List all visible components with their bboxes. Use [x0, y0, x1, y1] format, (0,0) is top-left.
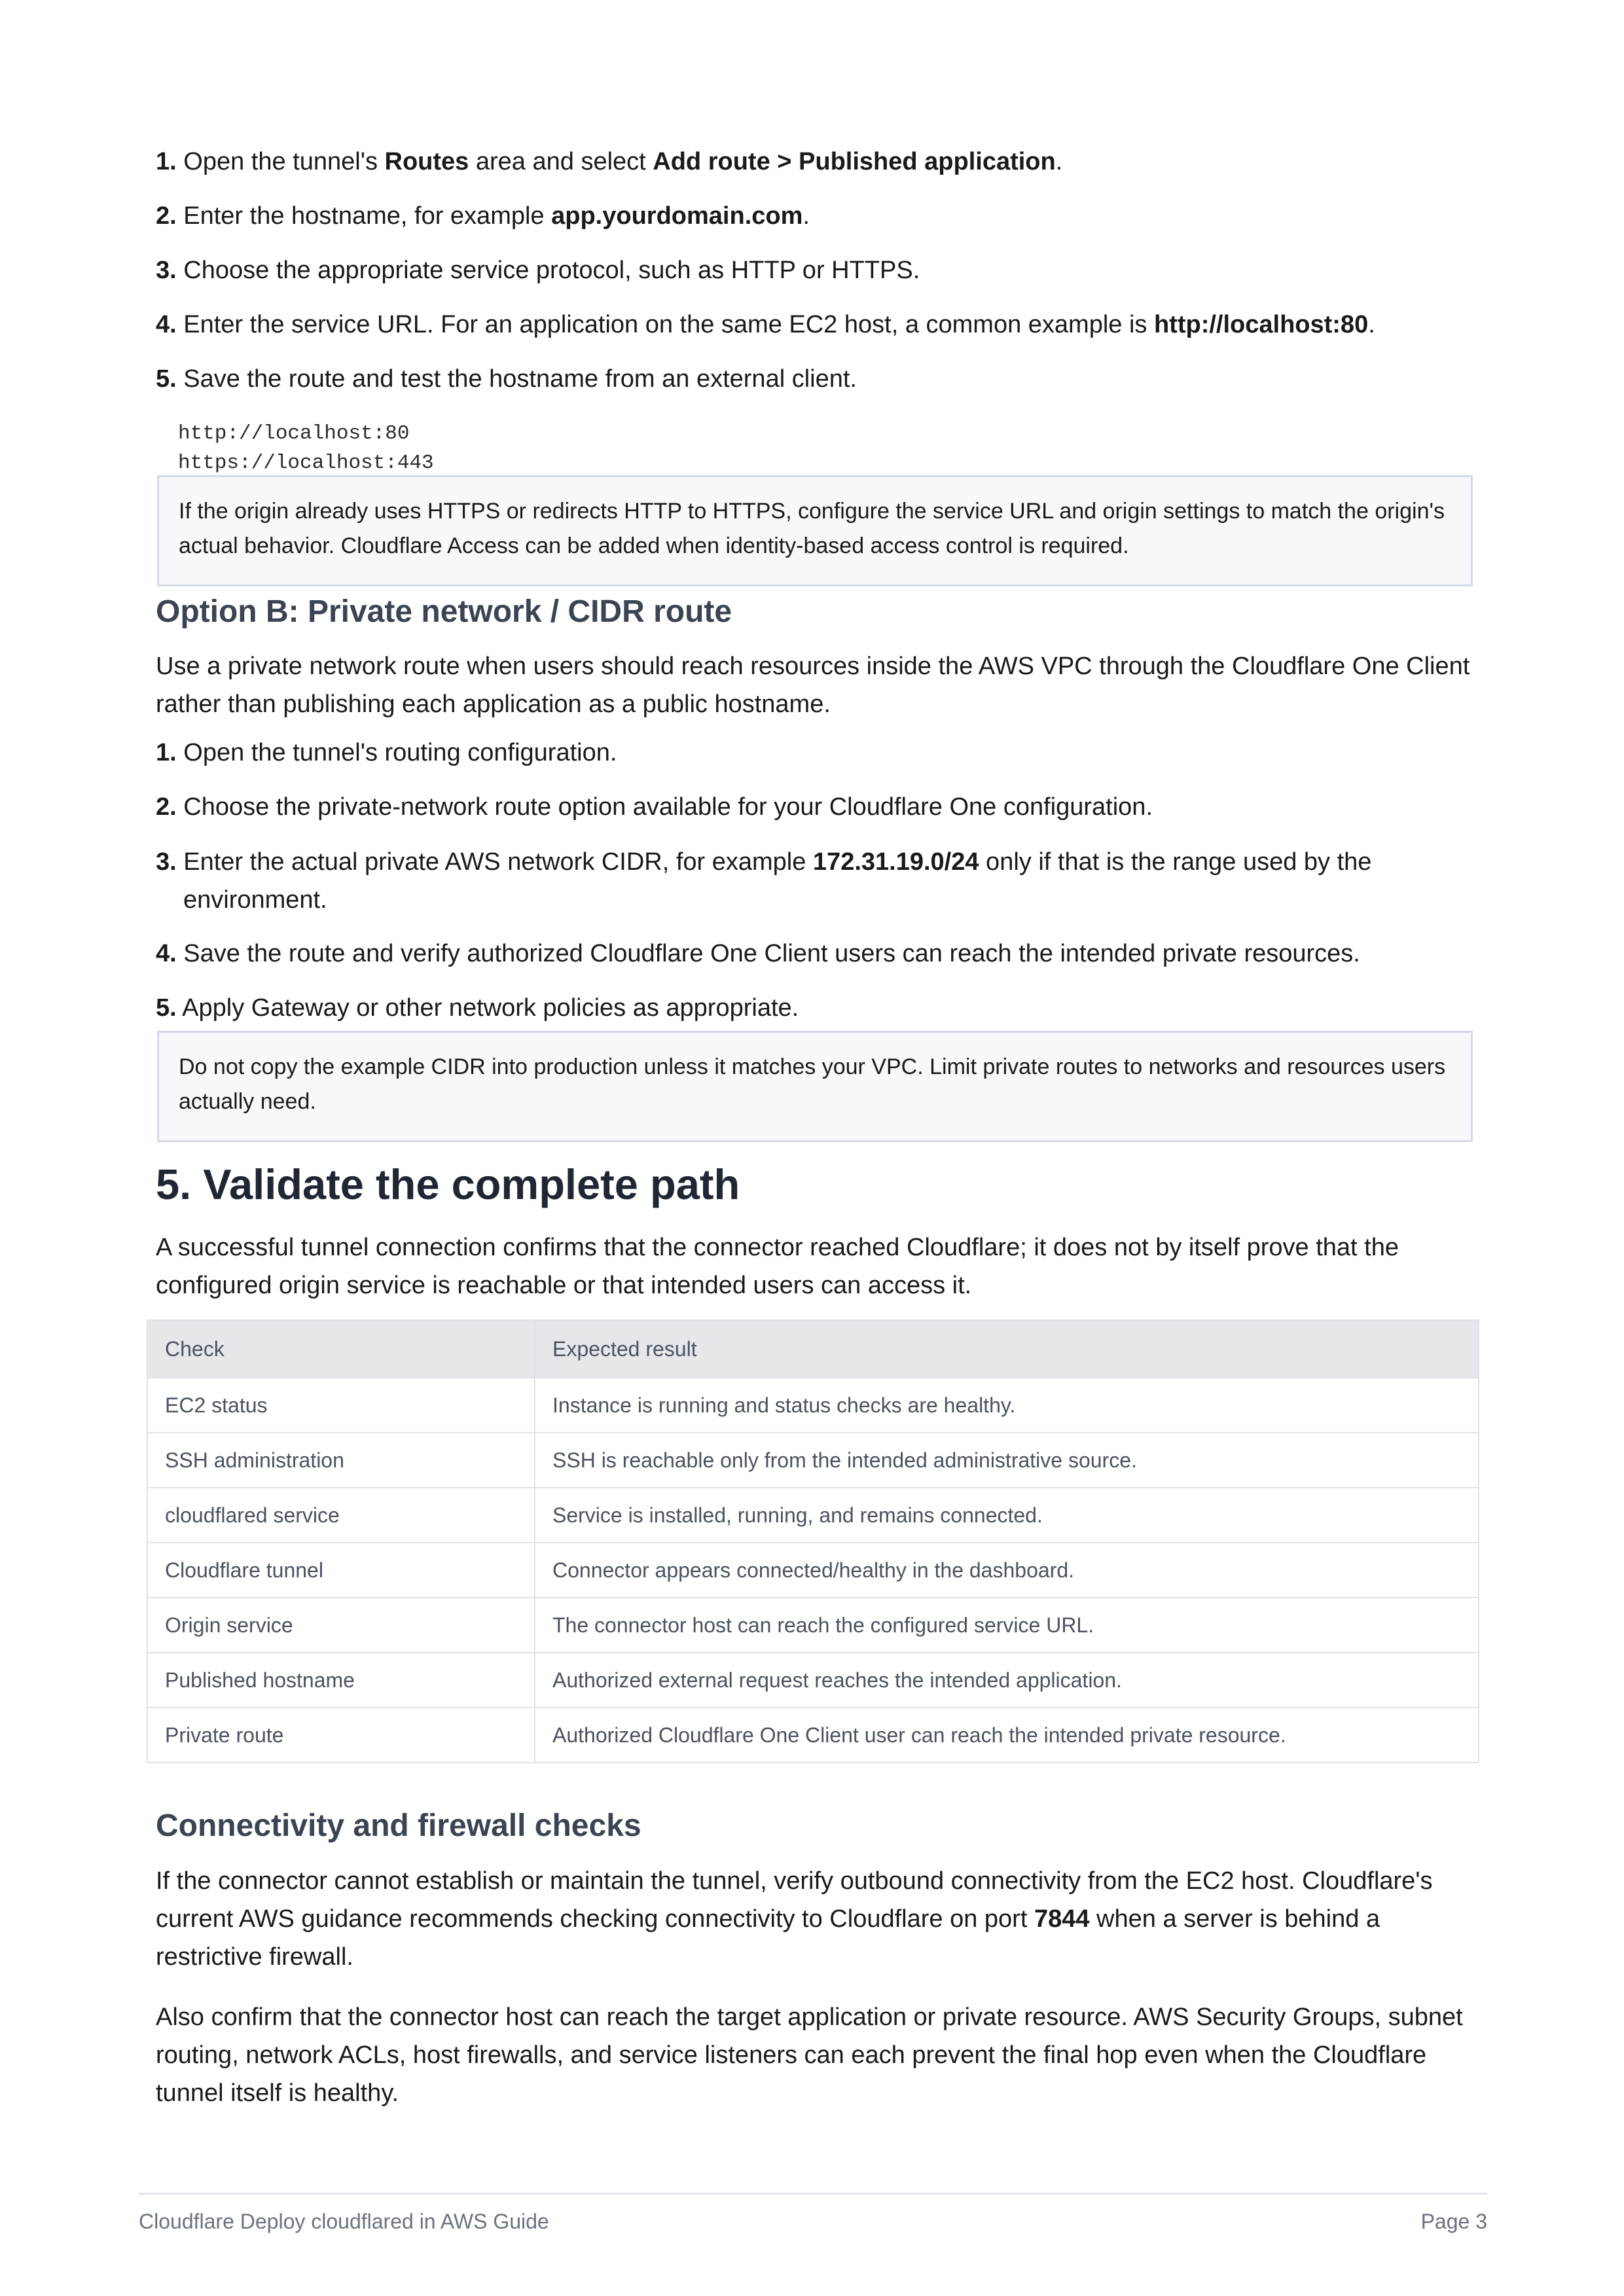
validation-table — [147, 1319, 1479, 1763]
table-cell-check: Origin service — [147, 1598, 535, 1653]
code-block — [178, 419, 434, 478]
list-item-number: 3. — [156, 848, 177, 876]
list-item-text: Choose the private-network route option available for your Cloudflare One configuration. — [176, 793, 1153, 821]
connectivity-heading: Connectivity and firewall checks — [156, 1808, 641, 1843]
list-item-text: Apply Gateway or other network policies as appropriate. — [176, 994, 799, 1022]
table-cell-check: cloudflared service — [147, 1488, 535, 1543]
list-item-number: 3. — [156, 257, 177, 284]
list-item-number: 5. — [156, 365, 177, 393]
table-row — [147, 1708, 1479, 1763]
footer-document-title: Cloudflare Deploy cloudflared in AWS Guide — [139, 2210, 549, 2233]
port-number: 7844 — [1034, 1905, 1090, 1933]
table-row — [147, 1598, 1479, 1653]
connectivity-p1-text-end: when a server is behind a restrictive firewall. — [156, 1905, 1380, 1971]
table-row — [147, 1433, 1479, 1488]
table-row — [147, 1653, 1479, 1708]
emphasized-text: Routes — [384, 148, 469, 175]
list-item — [156, 788, 1471, 826]
list-item-number: 2. — [156, 793, 177, 821]
list-item-number: 2. — [156, 202, 177, 230]
table-cell-expected-result: Authorized external request reaches the intended application. — [535, 1653, 1479, 1708]
callout-note-cidr: Do not copy the example CIDR into production unless it matches your VPC. Limit private routes to networks and resources users actually need. — [157, 1031, 1473, 1142]
list-item — [156, 734, 1471, 772]
list-item-continuation: environment. — [183, 886, 327, 914]
connectivity-paragraph-2: Also confirm that the connector host can reach the target application or private resource. AWS Security Groups, subnet routing, network ACLs, host firewalls, and service listeners can each prevent the final hop even when the Cloudflare tunnel itself is healthy. — [156, 2003, 1463, 2107]
table-cell-expected-result: SSH is reachable only from the intended administrative source. — [535, 1433, 1479, 1488]
option-b-intro: Use a private network route when users should reach resources inside the AWS VPC through the Cloudflare One Client rather than publishing each application as a public hostname. — [156, 653, 1470, 718]
list-item-text: area and select — [469, 148, 653, 175]
emphasized-text: 172.31.19.0/24 — [812, 848, 979, 876]
table-cell-expected-result: Service is installed, running, and remains connected. — [535, 1488, 1479, 1543]
list-item-text: . — [803, 202, 810, 230]
list-item-text: Open the tunnel's routing configuration. — [176, 739, 617, 766]
list-item — [156, 935, 1471, 973]
connectivity-paragraph-1 — [156, 1862, 1485, 1976]
section-5-intro: A successful tunnel connection confirms that the connector reached Cloudflare; it does not by itself prove that the configured origin service is reachable or that intended users can access it. — [156, 1234, 1399, 1299]
table-cell-expected-result: Instance is running and status checks are healthy. — [535, 1378, 1479, 1433]
callout-note-origin-https: If the origin already uses HTTPS or redirects HTTP to HTTPS, configure the service URL and origin settings to match the origin's actual behavior. Cloudflare Access can be added when identity-based access control is required. — [157, 475, 1473, 586]
table-row — [147, 1488, 1479, 1543]
list-item-text: Save the route and verify authorized Cloudflare One Client users can reach the intended private resources. — [176, 940, 1360, 967]
table-cell-check: Private route — [147, 1708, 535, 1763]
list-item-text: Choose the appropriate service protocol, such as HTTP or HTTPS. — [176, 257, 920, 284]
code-line: http://localhost:80 — [178, 422, 410, 445]
list-item — [156, 843, 1471, 919]
table-cell-check: SSH administration — [147, 1433, 535, 1488]
table-row — [147, 1378, 1479, 1433]
section-5-heading: 5. Validate the complete path — [156, 1160, 740, 1208]
column-header-expected-result: Expected result — [535, 1320, 1479, 1378]
table-cell-expected-result: The connector host can reach the configured service URL. — [535, 1598, 1479, 1653]
footer-page-number: Page 3 — [1420, 2210, 1487, 2233]
list-item-text: Save the route and test the hostname from an external client. — [176, 365, 857, 393]
list-item — [156, 251, 1471, 289]
table-cell-check: Cloudflare tunnel — [147, 1543, 535, 1598]
table-cell-expected-result: Connector appears connected/healthy in the dashboard. — [535, 1543, 1479, 1598]
list-item-number: 1. — [156, 148, 177, 175]
list-item — [156, 143, 1471, 181]
list-item-number: 4. — [156, 311, 177, 338]
list-item-text: Enter the hostname, for example — [176, 202, 552, 230]
list-item — [156, 360, 1471, 398]
list-item-number: 4. — [156, 940, 177, 967]
emphasized-text: http://localhost:80 — [1153, 311, 1369, 338]
option-b-heading: Option B: Private network / CIDR route — [156, 594, 732, 629]
table-row — [147, 1543, 1479, 1598]
emphasized-text: app.yourdomain.com — [551, 202, 803, 230]
table-cell-check: EC2 status — [147, 1378, 535, 1433]
list-item-text: Enter the actual private AWS network CIDR, for example — [176, 848, 813, 876]
list-item-number: 1. — [156, 739, 177, 766]
table-cell-check: Published hostname — [147, 1653, 535, 1708]
code-line: https://localhost:443 — [178, 452, 434, 475]
table-header-row — [147, 1320, 1479, 1378]
list-item-text: only if that is the range used by the — [979, 848, 1372, 876]
list-item — [156, 989, 1471, 1027]
column-header-check: Check — [147, 1320, 535, 1378]
list-item-text: Enter the service URL. For an application on the same EC2 host, a common example is — [176, 311, 1154, 338]
list-item — [156, 306, 1471, 344]
footer-divider — [139, 2193, 1487, 2195]
list-item-text: Open the tunnel's — [176, 148, 385, 175]
emphasized-text: Add route > Published application — [653, 148, 1056, 175]
connectivity-p1-text: If the connector cannot establish or maintain the tunnel, verify outbound connectivity from the EC2 host. Cloudflare's current AWS guidance recommends checking connectivity to Cloudflare on port — [156, 1867, 1433, 1933]
list-item-text: . — [1055, 148, 1063, 175]
list-item-number: 5. — [156, 994, 177, 1022]
list-item-text: . — [1368, 311, 1375, 338]
list-item — [156, 197, 1471, 235]
table-cell-expected-result: Authorized Cloudflare One Client user can reach the intended private resource. — [535, 1708, 1479, 1763]
